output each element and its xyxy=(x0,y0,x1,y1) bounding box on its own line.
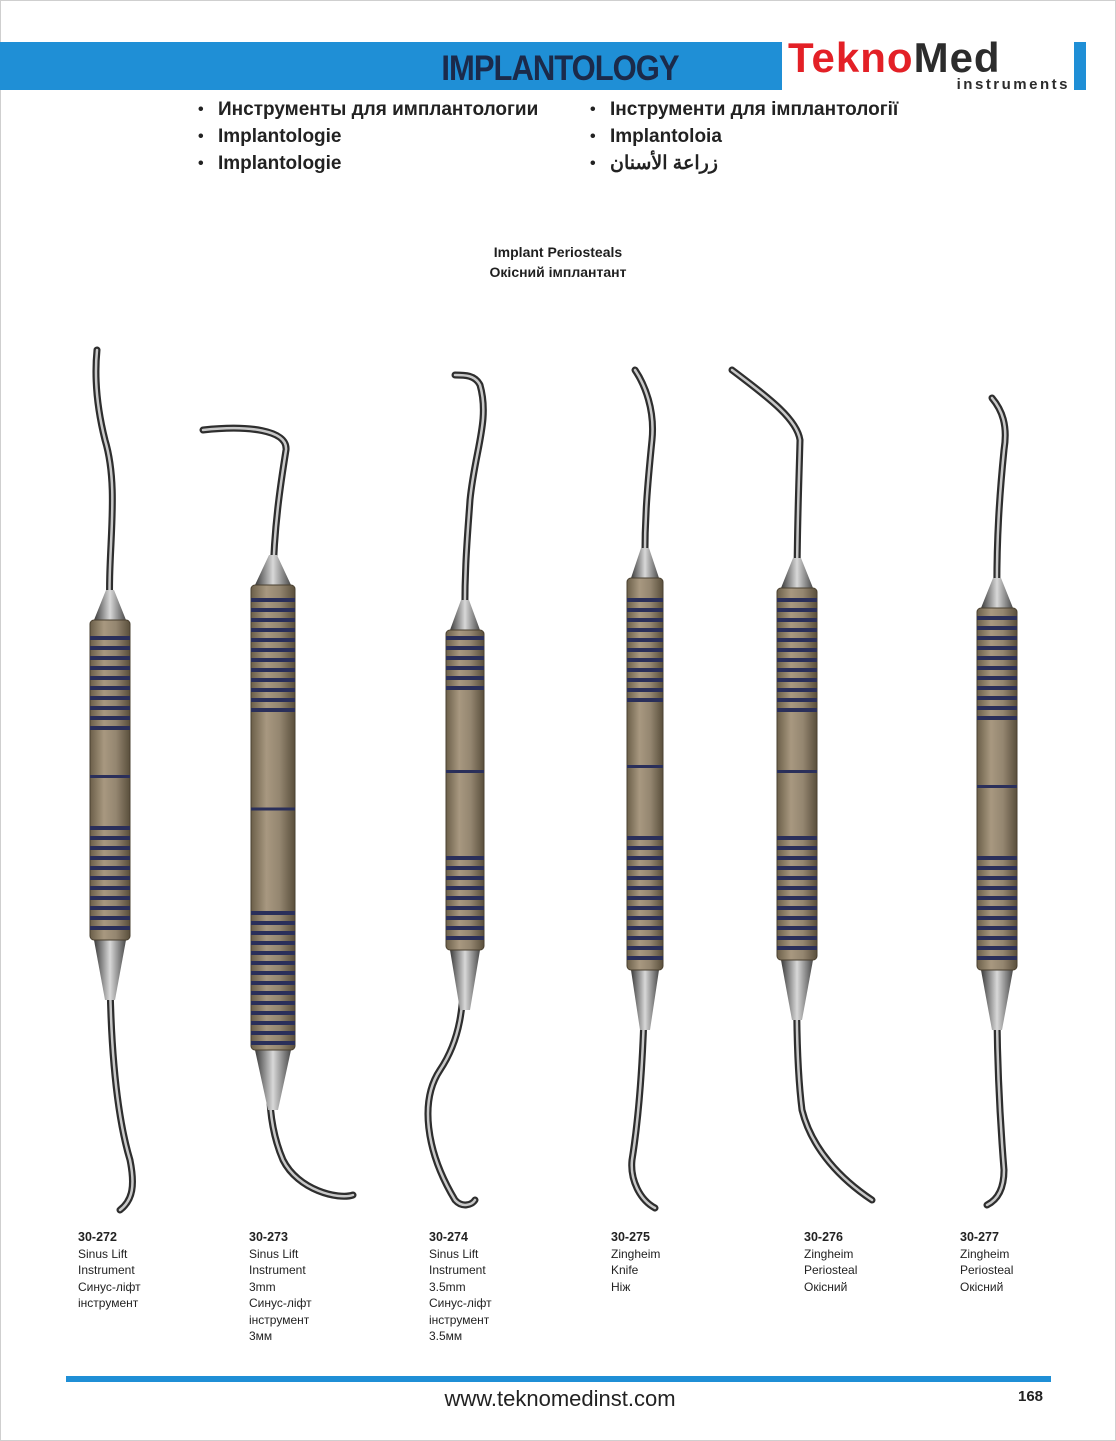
sinus-lift-instrument-icon xyxy=(25,330,195,1230)
product-line: 3.5мм xyxy=(429,1329,463,1343)
zingheim-periosteal-icon xyxy=(712,330,882,1230)
product-image xyxy=(188,330,358,1230)
product-line: Ніж xyxy=(611,1279,631,1294)
product-line: Periosteal xyxy=(804,1263,858,1277)
instrument-gallery xyxy=(0,330,1116,1230)
product-line: інструмент xyxy=(249,1312,310,1327)
product-code: 30-274 xyxy=(429,1230,468,1244)
page-title: IMPLANTOLOGY xyxy=(441,48,679,89)
product-line: Синус-ліфт xyxy=(429,1296,492,1310)
language-item: • Інструменти для імплантології xyxy=(590,96,898,123)
section-heading xyxy=(408,242,708,282)
language-list-right xyxy=(590,96,898,177)
product-line: Sinus Lift xyxy=(78,1246,128,1261)
product-code: 30-277 xyxy=(960,1230,999,1244)
brand-name-part2: Med xyxy=(913,34,1001,81)
website-link[interactable]: www.teknomedinst.com xyxy=(444,1386,676,1411)
product-line: Окісний xyxy=(960,1279,1004,1294)
language-item: • Implantologie xyxy=(198,123,538,150)
sinus-lift-instrument-3-5mm-icon xyxy=(380,330,550,1230)
product-line: Instrument xyxy=(429,1263,486,1277)
product-line: 3мм xyxy=(249,1329,273,1343)
brand-name-part1: Tekno xyxy=(788,34,914,81)
product-code: 30-276 xyxy=(804,1230,843,1244)
product-line: Zingheim xyxy=(960,1246,1010,1261)
product-line: Instrument xyxy=(78,1263,135,1277)
product-code: 30-272 xyxy=(78,1230,117,1244)
product-line: Periosteal xyxy=(960,1263,1014,1277)
language-item: • Implantologie xyxy=(198,150,538,177)
section-title: Implant Periosteals xyxy=(493,244,623,260)
product-image xyxy=(380,330,550,1230)
product-code: 30-273 xyxy=(249,1230,288,1244)
language-list-left xyxy=(198,96,538,177)
language-item: • Implantoloia xyxy=(590,123,898,150)
product-line: інструмент xyxy=(78,1296,139,1310)
product-image xyxy=(560,330,730,1230)
product-caption xyxy=(429,1229,492,1345)
product-caption xyxy=(249,1229,312,1345)
page-number: 168 xyxy=(1018,1388,1044,1405)
product-line: Синус-ліфт xyxy=(78,1279,141,1294)
language-item: • زراعة الأسنان xyxy=(590,150,898,177)
product-line: Knife xyxy=(611,1263,639,1277)
footer-bar xyxy=(66,1376,1051,1382)
product-caption xyxy=(804,1229,857,1295)
product-line: Instrument xyxy=(249,1263,306,1277)
product-image xyxy=(712,330,882,1230)
product-line: Zingheim xyxy=(804,1246,854,1261)
product-line: Окісний xyxy=(804,1279,848,1294)
product-line: 3.5mm xyxy=(429,1279,466,1294)
language-item: • Инструменты для имплантологии xyxy=(198,96,538,123)
product-line: Синус-ліфт xyxy=(249,1296,312,1310)
zingheim-periosteal-fine-icon xyxy=(912,330,1082,1230)
product-caption xyxy=(960,1229,1013,1295)
product-line: 3mm xyxy=(249,1279,276,1294)
product-line: Sinus Lift xyxy=(249,1246,299,1261)
product-line: Zingheim xyxy=(611,1246,661,1261)
sinus-lift-instrument-3mm-icon xyxy=(188,330,358,1230)
product-line: Sinus Lift xyxy=(429,1246,479,1261)
product-image xyxy=(25,330,195,1230)
product-code: 30-275 xyxy=(611,1230,650,1244)
product-line: інструмент xyxy=(429,1312,490,1327)
product-image xyxy=(912,330,1082,1230)
brand-logo-text xyxy=(788,36,1072,80)
brand-subtitle: instruments xyxy=(956,76,1070,93)
section-subtitle: Окісний імплантант xyxy=(489,264,627,280)
product-caption xyxy=(78,1229,141,1312)
zingheim-knife-icon xyxy=(560,330,730,1230)
product-caption xyxy=(611,1229,660,1295)
